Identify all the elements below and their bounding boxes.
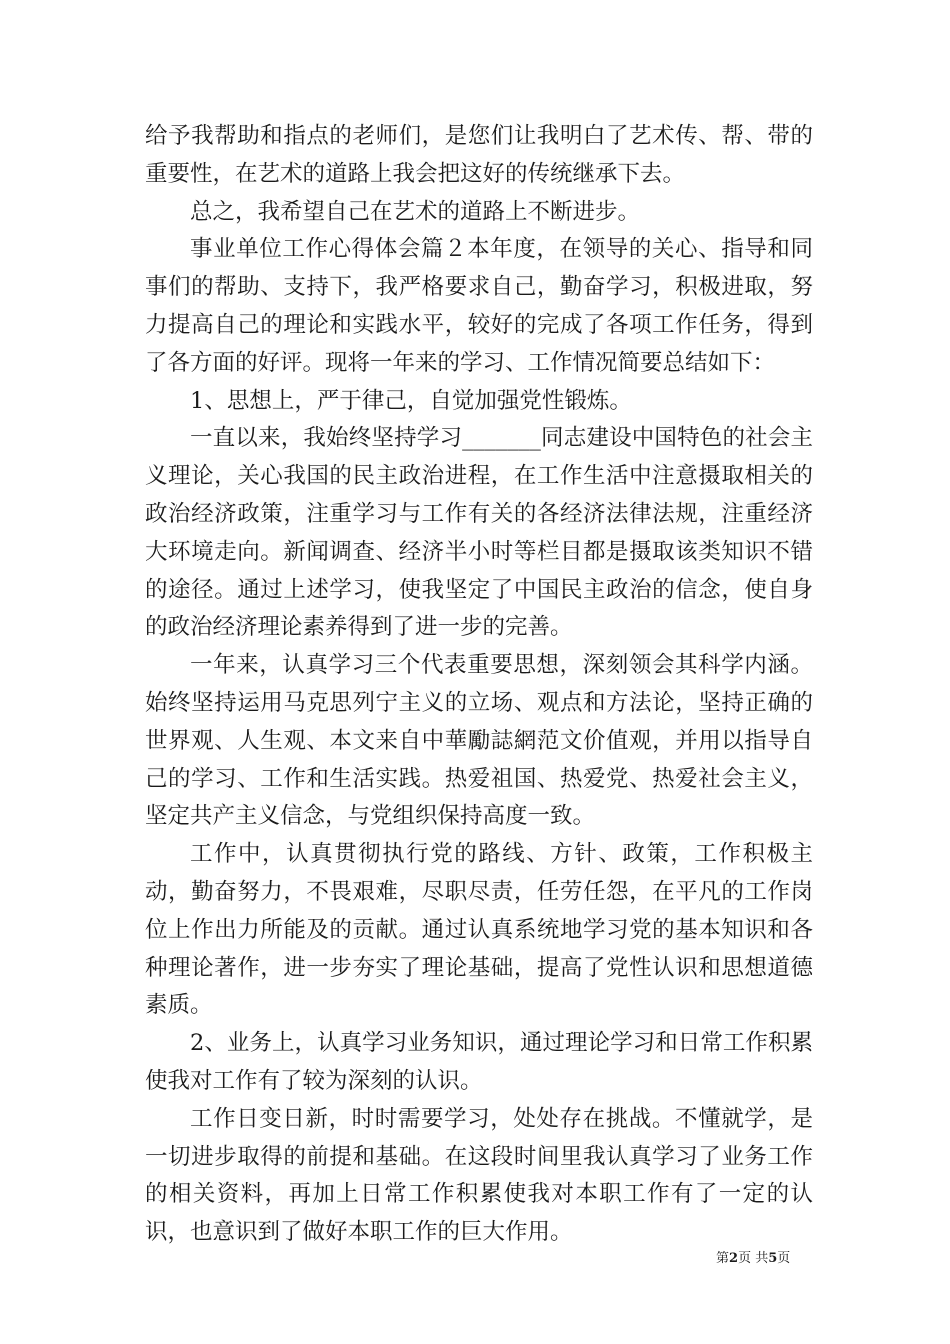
paragraph: 给予我帮助和指点的老师们，是您们让我明白了艺术传、帮、带的重要性，在艺术的道路上我会把这好的传统继承下去。	[145, 123, 813, 187]
footer-middle: 页 共	[738, 1251, 769, 1266]
paragraph: 事业单位工作心得体会篇２本年度，在领导的关心、指导和同事们的帮助、支持下，我严格要求自己，勤奋学习，积极进取，努力提高自己的理论和实践水平，较好的完成了各项工作任务，得到了各方面的好评。现将一年来的学习、工作情况简要总结如下：	[145, 236, 813, 376]
paragraph: 工作日变日新，时时需要学习，处处存在挑战。不懂就学，是一切进步取得的前提和基础。在这段时间里我认真学习了业务工作的相关资料，再加上日常工作积累使我对本职工作有了一定的认识，也意识到了做好本职工作的巨大作用。	[145, 1105, 813, 1246]
footer-current-page: 2	[729, 1251, 739, 1266]
paragraph: 2、业务上，认真学习业务知识，通过理论学习和日常工作积累使我对工作有了较为深刻的认识。	[145, 1030, 813, 1094]
footer-total-pages: 5	[768, 1251, 778, 1266]
page-footer	[716, 1247, 790, 1266]
paragraph: 工作中，认真贯彻执行党的路线、方针、政策，工作积极主动，勤奋努力，不畏艰难，尽职尽责，任劳任怨，在平凡的工作岗位上作出力所能及的贡献。通过认真系统地学习党的基本知识和各种理论著作，进一步夯实了理论基础，提高了党性认识和思想道德素质。	[145, 841, 813, 1019]
paragraph: 总之，我希望自己在艺术的道路上不断进步。	[190, 198, 641, 225]
paragraph: 一年来，认真学习三个代表重要思想，深刻领会其科学内涵。始终坚持运用马克思列宁主义的立场、观点和方法论，坚持正确的世界观、人生观、本文来自中華勵誌網范文价值观，并用以指导自己的学习、工作和生活实践。热爱祖国、热爱党、热爱社会主义，坚定共产主义信念，与党组织保持高度一致。	[145, 652, 813, 830]
document-body	[145, 118, 813, 1252]
footer-suffix: 页	[777, 1251, 791, 1266]
paragraph: 1、思想上，严于律己，自觉加强党性锻炼。	[190, 387, 632, 414]
paragraph: 一直以来，我始终坚持学习_______同志建设中国特色的社会主义理论，关心我国的民主政治进程，在工作生活中注意摄取相关的政治经济政策，注重学习与工作有关的各经济法律法规，注重经济大环境走向。新闻调查、经济半小时等栏目都是摄取该类知识不错的途径。通过上述学习，使我坚定了中国民主政治的信念，使自身的政治经济理论素养得到了进一步的完善。	[145, 425, 813, 641]
footer-prefix: 第	[716, 1251, 730, 1266]
